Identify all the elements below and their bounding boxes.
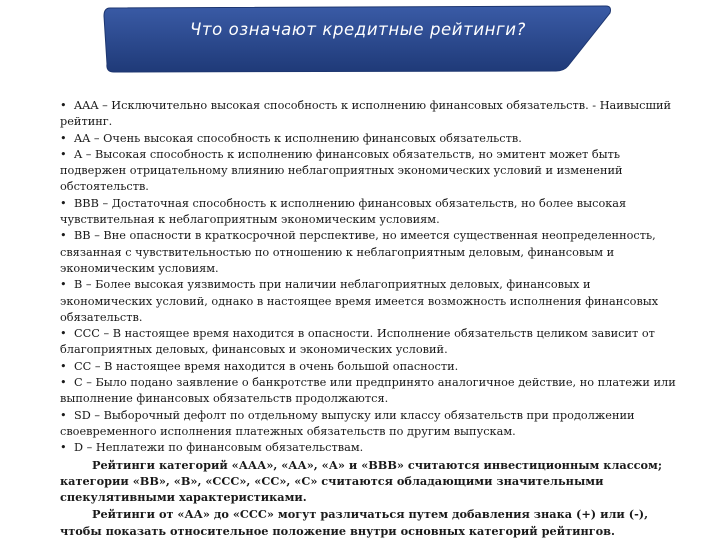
rating-text: D – Неплатежи по финансовым обязательствам.	[74, 441, 364, 455]
title-banner-shape	[98, 4, 618, 74]
rating-text: BB – Вне опасности в краткосрочной перспективе, но имеется существенная неопределенность, связанная с чувствительностью по отношению к неблагоприятным деловым, финансовым и экономическим условиям.	[60, 229, 656, 275]
bullet-icon: •	[60, 131, 67, 145]
rating-item-aa	[60, 131, 680, 147]
bullet-icon: •	[60, 147, 67, 161]
rating-item-bbb	[60, 196, 680, 229]
bullet-icon: •	[60, 229, 67, 243]
rating-item-sd	[60, 408, 680, 441]
rating-text: CCC – В настоящее время находится в опасности. Исполнение обязательств целиком зависит от благоприятных деловых, финансовых и экономических условий.	[60, 327, 655, 357]
rating-item-aaa	[60, 98, 680, 131]
ratings-content	[60, 98, 680, 539]
rating-text: CC – В настоящее время находится в очень большой опасности.	[74, 359, 459, 373]
rating-text: C – Было подано заявление о банкротстве или предпринято аналогичное действие, но платежи или выполнение финансовых обязательств продолжаются.	[60, 376, 676, 406]
summary-investment-grade: Рейтинги категорий «ААА», «АА», «А» и «ВВВ» считаются инвестиционным классом; категории «ВВ», «В», «ССС», «СС», «С» считаются обладающими значительными спекулятивными характеристиками.	[60, 457, 663, 505]
slide-title: Что означают кредитные рейтинги?	[189, 20, 526, 39]
rating-text: SD – Выборочный дефолт по отдельному выпуску или классу обязательств при продолжении своевременного исполнения платежных обязательств по другим выпускам.	[60, 408, 635, 438]
rating-item-d	[60, 440, 680, 456]
rating-item-c	[60, 375, 680, 408]
rating-item-a	[60, 147, 680, 196]
rating-item-cc	[60, 359, 680, 375]
title-banner	[98, 4, 618, 74]
rating-item-ccc	[60, 326, 680, 359]
bullet-icon: •	[60, 327, 67, 341]
bullet-icon: •	[60, 376, 67, 390]
rating-text: AA – Очень высокая способность к исполнению финансовых обязательств.	[74, 131, 522, 145]
rating-item-b	[60, 277, 680, 326]
rating-item-bb	[60, 228, 680, 277]
summary-modifiers: Рейтинги от «АА» до «ССС» могут различаться путем добавления знака (+) или (-), чтобы показать относительное положение внутри основных категорий рейтингов.	[60, 507, 649, 538]
bullet-icon: •	[60, 359, 67, 373]
rating-text: A – Высокая способность к исполнению финансовых обязательств, но эмитент может быть подвержен отрицательному влиянию неблагоприятных экономических условий и изменений обстоятельств.	[60, 147, 623, 194]
rating-text: B – Более высокая уязвимость при наличии неблагоприятных деловых, финансовых и экономических условий, однако в настоящее время имеется возможность исполнения финансовых обязательств.	[60, 278, 659, 324]
bullet-icon: •	[60, 441, 67, 455]
bullet-icon: •	[60, 99, 67, 112]
rating-text: AAA – Исключительно высокая способность к исполнению финансовых обязательств. - Наивысший рейтинг.	[60, 99, 672, 129]
bullet-icon: •	[60, 408, 67, 422]
bullet-icon: •	[60, 278, 67, 292]
bullet-icon: •	[60, 196, 67, 210]
rating-text: BBB – Достаточная способность к исполнению финансовых обязательств, но более высокая чувствительная к неблагоприятным экономическим условиям.	[60, 196, 627, 227]
